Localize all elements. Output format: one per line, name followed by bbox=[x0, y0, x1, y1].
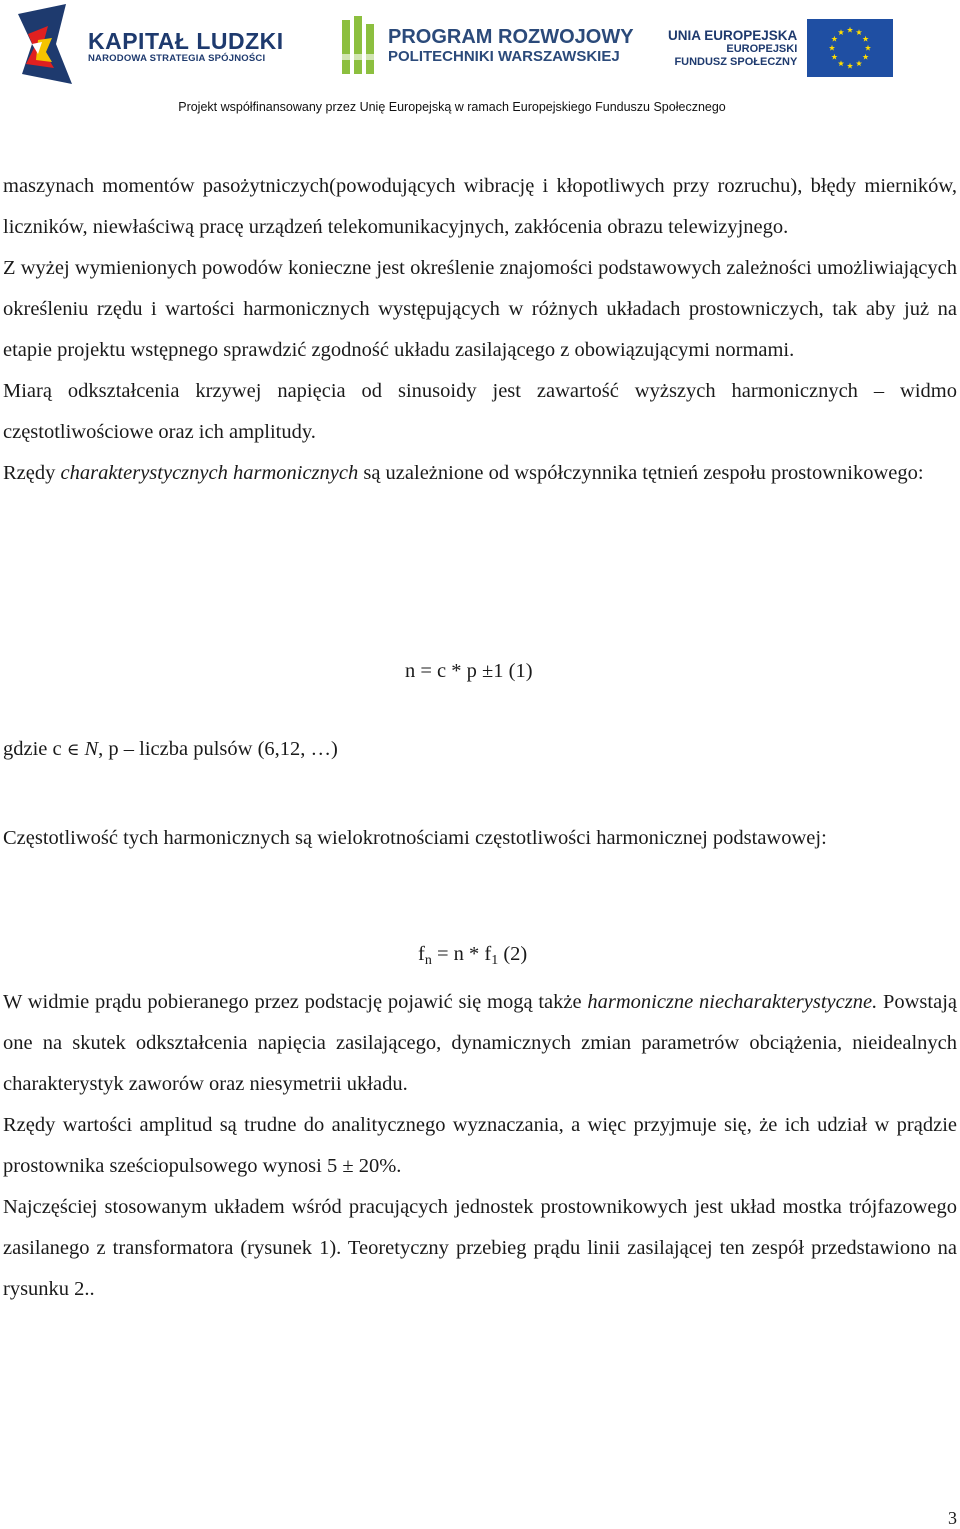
paragraph-3: Miarą odkształcenia krzywej napięcia od sinusoidy jest zawartość wyższych harmonicznych – widmo częstotliwościowe oraz ich amplitudy. bbox=[3, 380, 957, 443]
eu-flag-icon bbox=[807, 19, 893, 77]
paragraph-2: Z wyżej wymienionych powodów konieczne jest określenie znajomości podstawowych zależności umożliwiających określeniu rzędu i wartości harmonicznych występujących w różnych układach prostowniczych, tak aby już na etapie projektu wstępnego sprawdzić zgodność układu zasilającego z obowiązującymi normami. bbox=[3, 257, 957, 361]
formula-1-definition: gdzie c ∈ N, p – liczba pulsów (6,12, …) bbox=[3, 738, 338, 760]
paragraph-8: Najczęściej stosowanym układem wśród pracujących jednostek prostownikowych jest układ mostka trójfazowego zasilanego z transformatora (rysunek 1). Teoretyczny przebieg prądu linii zasilającej ten zespół przedstawiono na rysunku 2.. bbox=[3, 1196, 957, 1300]
paragraph-6: W widmie prądu pobieranego przez podstację pojawić się mogą także harmoniczne niecharakterystyczne. Powstają one na skutek odkształcenia napięcia zasilającego, dynamicznych zmian parametrów obciążenia, nieidealnych charakterystyk zaworów oraz niesymetrii układu. bbox=[3, 991, 957, 1095]
document-body bbox=[3, 166, 957, 494]
paragraph-5-container bbox=[3, 818, 957, 859]
formula-2: $f_n = n * f_1$ (2) bbox=[418, 943, 528, 968]
project-cofinancing-line: Projekt współfinansowany przez Unię Europejską w ramach Europejskiego Funduszu Społecznego bbox=[178, 100, 726, 114]
paragraph-1: maszynach momentów pasożytniczych(powodujących wibrację i kłopotliwych przy rozruchu), błędy mierników, liczników, niewłaściwą pracę urządzeń telekomunikacyjnych, zakłócenia obrazu telewizyjnego. bbox=[3, 175, 957, 238]
paragraphs-6-8 bbox=[3, 982, 957, 1310]
page-header bbox=[0, 0, 960, 128]
paragraph-4: Rzędy charakterystycznych harmonicznych są uzależnione od współczynnika tętnień zespołu prostownikowego: bbox=[3, 462, 924, 484]
program-rozwojowy-logo: PROGRAM ROZWOJOWY POLITECHNIKI WARSZAWSKIEJ bbox=[340, 14, 634, 78]
paragraph-7: Rzędy wartości amplitud są trudne do analitycznego wyznaczania, a więc przyjmuje się, że ich udział w prądzie prostownika sześciopulsowego wynosi 5 ± 20%. bbox=[3, 1114, 957, 1177]
formula-1: n = c * p ±1 (1) bbox=[405, 660, 533, 682]
kapital-ludzki-logo: KAPITAŁ LUDZKI NARODOWA STRATEGIA SPÓJNOŚCI bbox=[12, 4, 284, 90]
unia-europejska-logo: UNIA EUROPEJSKA EUROPEJSKI FUNDUSZ SPOŁECZNY bbox=[668, 18, 893, 78]
page-number: 3 bbox=[948, 1508, 957, 1528]
kapital-ludzki-star-icon bbox=[12, 4, 74, 90]
politechnika-emblem-icon bbox=[340, 14, 380, 78]
paragraph-5: Częstotliwość tych harmonicznych są wielokrotnościami częstotliwości harmonicznej podstawowej: bbox=[3, 827, 827, 849]
